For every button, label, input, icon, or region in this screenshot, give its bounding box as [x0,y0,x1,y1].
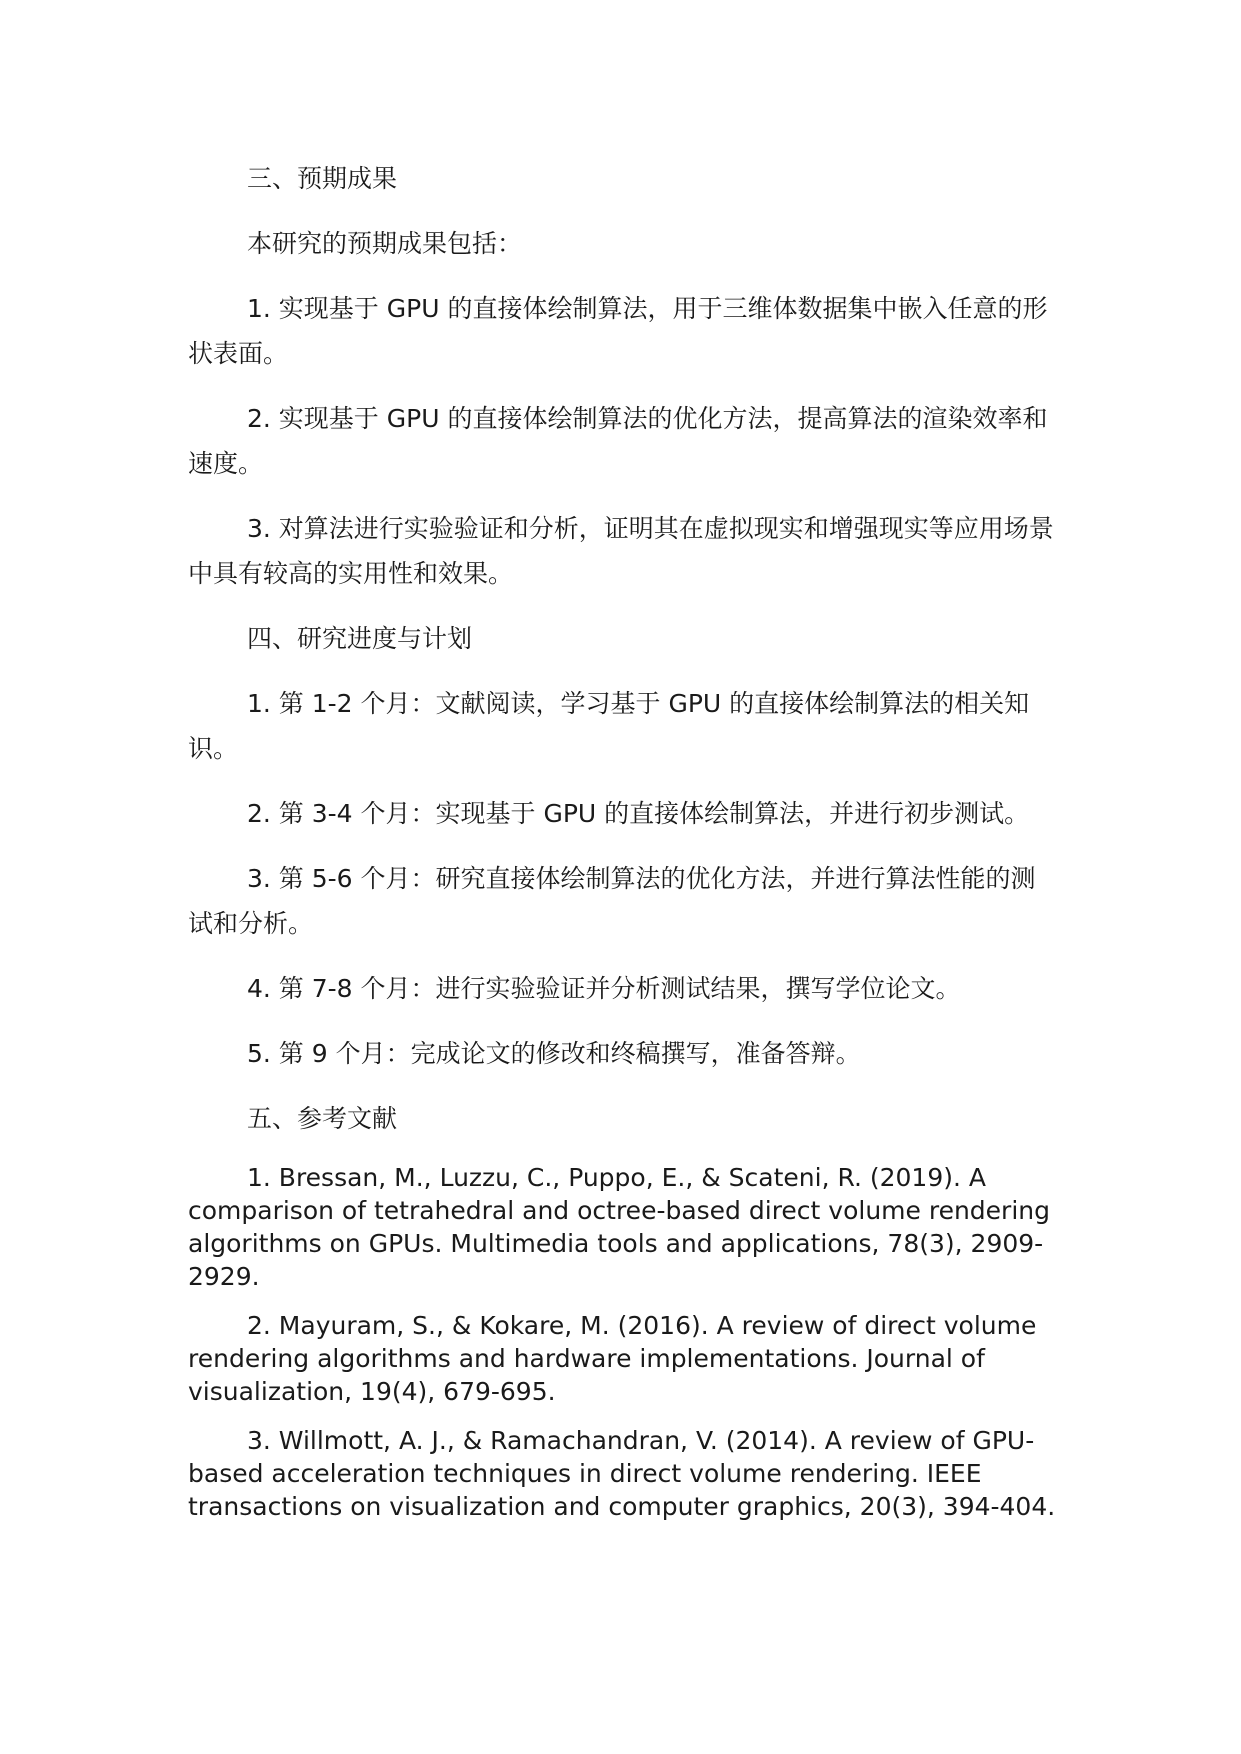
reference-entry: 3. Willmott, A. J., & Ramachandran, V. (2014). A review of GPU-based acceleration techniques in direct volume rendering. IEEE transactions on visualization and computer graphics, 20(3), 394-404. [188,1426,1056,1521]
schedule-item: 4. 第 7-8 个月：进行实验验证并分析测试结果，撰写学位论文。 [247,974,961,1003]
schedule-item: 1. 第 1-2 个月：文献阅读，学习基于 GPU 的直接体绘制算法的相关知识。 [188,689,1030,763]
expected-result-item: 1. 实现基于 GPU 的直接体绘制算法，用于三维体数据集中嵌入任意的形状表面。 [188,294,1048,368]
expected-result-item: 2. 实现基于 GPU 的直接体绘制算法的优化方法，提高算法的渲染效率和速度。 [188,404,1048,478]
section-heading-expected-results: 三、预期成果 [247,164,398,193]
document-body [188,156,1056,1539]
section-heading-schedule: 四、研究进度与计划 [247,624,473,653]
section-heading-references: 五、参考文献 [247,1104,398,1133]
section-intro: 本研究的预期成果包括： [247,229,523,258]
reference-entry: 1. Bressan, M., Luzzu, C., Puppo, E., & Scateni, R. (2019). A comparison of tetrahedral and octree-based direct volume rendering algorithms on GPUs. Multimedia tools and applications, 78(3), 2909-2929. [188,1163,1050,1291]
expected-result-item: 3. 对算法进行实验验证和分析，证明其在虚拟现实和增强现实等应用场景中具有较高的实用性和效果。 [188,514,1054,588]
reference-entry: 2. Mayuram, S., & Kokare, M. (2016). A review of direct volume rendering algorithms and hardware implementations. Journal of visualization, 19(4), 679-695. [188,1311,1037,1406]
schedule-item: 5. 第 9 个月：完成论文的修改和终稿撰写，准备答辩。 [247,1039,861,1068]
schedule-item: 2. 第 3-4 个月：实现基于 GPU 的直接体绘制算法，并进行初步测试。 [247,799,1030,828]
schedule-item: 3. 第 5-6 个月：研究直接体绘制算法的优化方法，并进行算法性能的测试和分析。 [188,864,1036,938]
